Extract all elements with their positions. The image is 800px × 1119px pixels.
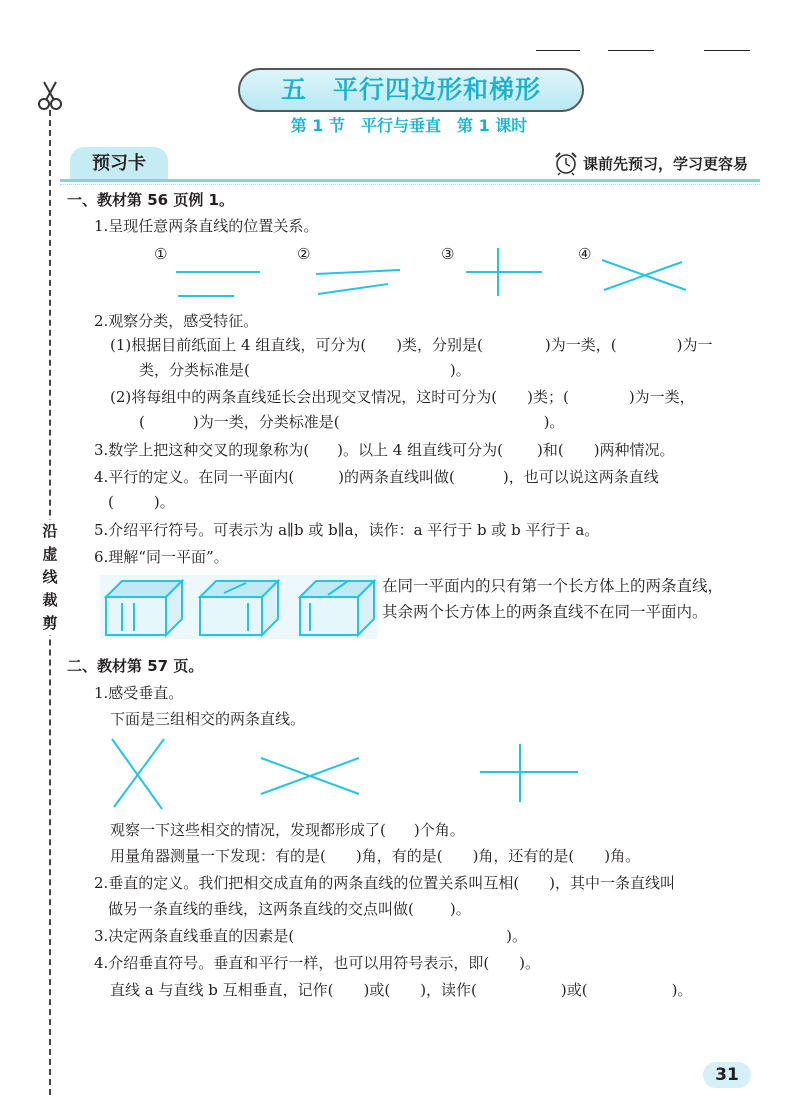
line-figure-1 bbox=[170, 262, 270, 308]
cross-figure-3 bbox=[478, 742, 582, 806]
card-divider bbox=[60, 179, 760, 182]
cut-label: 沿 虚 线 裁 剪 bbox=[41, 520, 59, 635]
chapter-title: 五 平行四边形和梯形 bbox=[280, 75, 541, 104]
s2-q1-sub: 下面是三组相交的两条直线。 bbox=[110, 710, 306, 728]
blank-line-3 bbox=[704, 50, 750, 51]
s1-q5: 5.介绍平行符号。可表示为 a∥b 或 b∥a，读作：a 平行于 b 或 b 平行于 a。 bbox=[94, 521, 600, 539]
section1-heading: 一、教材第 56 页例 1。 bbox=[67, 191, 234, 209]
section2-heading: 二、教材第 57 页。 bbox=[67, 657, 204, 675]
s2-q1-observe: 观察一下这些相交的情况，发现都形成了( )个角。 bbox=[110, 821, 465, 839]
page-number-badge bbox=[703, 1062, 751, 1088]
preview-card-label: 预习卡 bbox=[92, 153, 146, 174]
s1-q6-note-line1: 在同一平面内的只有第一个长方体上的两条直线， bbox=[382, 577, 724, 595]
line-figure-2 bbox=[310, 262, 410, 308]
s2-q3: 3.决定两条直线垂直的因素是( )。 bbox=[94, 927, 528, 945]
s2-q2-line2: 做另一条直线的垂线，这两条直线的交点叫做( )。 bbox=[108, 900, 471, 918]
lesson-subtitle: 第 1 节 平行与垂直 第 1 课时 bbox=[290, 116, 528, 135]
s1-q1-text: 1.呈现任意两条直线的位置关系。 bbox=[94, 217, 319, 235]
s1-q1-label-4: ④ bbox=[578, 245, 592, 263]
card-tip: 课前先预习，学习更容易 bbox=[583, 155, 749, 173]
s1-q2-p1-line2: 类，分类标准是( )。 bbox=[139, 361, 471, 379]
scissors-icon bbox=[36, 80, 64, 112]
line-figure-3 bbox=[460, 244, 550, 300]
blank-line-2 bbox=[608, 50, 654, 51]
s1-q1-label-3: ③ bbox=[441, 245, 455, 263]
s1-q6-note-line2: 其余两个长方体上的两条直线不在同一平面内。 bbox=[382, 603, 708, 621]
preview-card-tab bbox=[70, 147, 168, 180]
cross-figure-1 bbox=[106, 735, 176, 815]
s2-q2-line1: 2.垂直的定义。我们把相交成直角的两条直线的位置关系叫互相( )，其中一条直线叫 bbox=[94, 874, 676, 892]
s1-q1-label-2: ② bbox=[297, 245, 311, 263]
cuboid-figures bbox=[100, 575, 378, 639]
s1-q2-p1-line1: (1)根据目前纸面上 4 组直线，可分为( )类，分别是( )为一类，( )为一 bbox=[110, 336, 713, 354]
s1-q4-line2: ( )。 bbox=[108, 493, 175, 511]
s2-q4-line1: 4.介绍垂直符号。垂直和平行一样，也可以用符号表示，即( )。 bbox=[94, 954, 541, 972]
chapter-title-box bbox=[238, 68, 584, 112]
page-number: 31 bbox=[715, 1065, 739, 1085]
s1-q3: 3.数学上把这种交叉的现象称为( )。以上 4 组直线可分为( )和( )两种情况。 bbox=[94, 441, 675, 459]
s1-q2-p2-line1: (2)将每组中的两条直线延长会出现交叉情况，这时可分为( )类；( )为一类， bbox=[110, 388, 695, 406]
cross-figure-2 bbox=[255, 750, 367, 802]
s2-q1-text: 1.感受垂直。 bbox=[94, 684, 184, 702]
s2-q1-measure: 用量角器测量一下发现：有的是( )角，有的是( )角，还有的是( )角。 bbox=[110, 847, 641, 865]
card-divider-dotted bbox=[60, 184, 760, 185]
s1-q4-line1: 4.平行的定义。在同一平面内( )的两条直线叫做( )，也可以说这两条直线 bbox=[94, 468, 659, 486]
s1-q1-label-1: ① bbox=[154, 245, 168, 263]
s1-q2-text: 2.观察分类，感受特征。 bbox=[94, 312, 259, 330]
s1-q2-p2-line2: ( )为一类，分类标准是( )。 bbox=[139, 413, 565, 431]
line-figure-4 bbox=[596, 254, 692, 298]
alarm-clock-icon bbox=[553, 150, 579, 176]
s2-q4-line2: 直线 a 与直线 b 互相垂直，记作( )或( )，读作( )或( )。 bbox=[110, 981, 693, 999]
blank-line-1 bbox=[536, 50, 580, 51]
s1-q6-text: 6.理解“同一平面”。 bbox=[94, 548, 229, 566]
